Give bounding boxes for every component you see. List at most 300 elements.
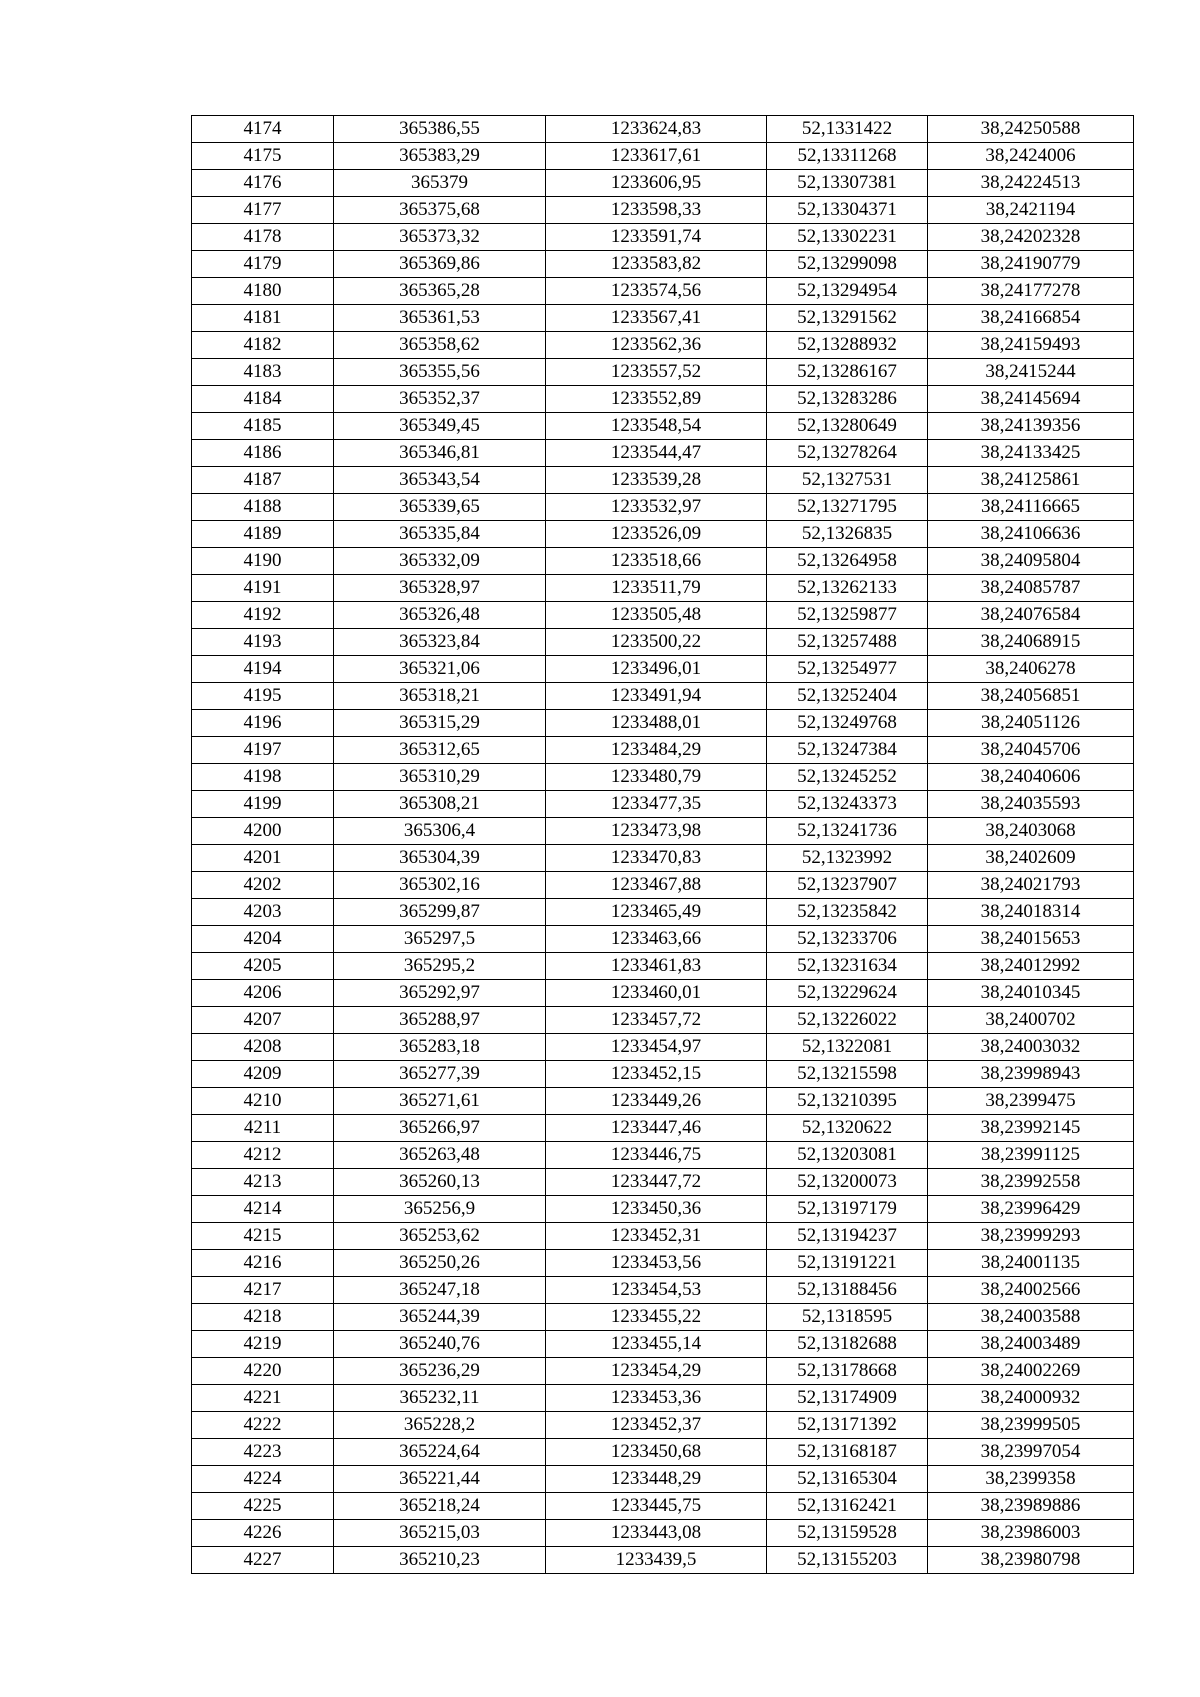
latitude-cell: 52,13247384 — [767, 737, 928, 764]
x-coordinate-cell: 365240,76 — [334, 1331, 546, 1358]
latitude-cell: 52,13262133 — [767, 575, 928, 602]
latitude-cell: 52,13171392 — [767, 1412, 928, 1439]
y-coordinate-cell: 1233443,08 — [546, 1520, 767, 1547]
longitude-cell: 38,24056851 — [928, 683, 1134, 710]
table-row — [192, 521, 1134, 548]
longitude-cell: 38,24001135 — [928, 1250, 1134, 1277]
point-number-cell: 4178 — [192, 224, 334, 251]
longitude-cell: 38,24145694 — [928, 386, 1134, 413]
y-coordinate-cell: 1233453,36 — [546, 1385, 767, 1412]
longitude-cell: 38,24021793 — [928, 872, 1134, 899]
longitude-cell: 38,2403068 — [928, 818, 1134, 845]
latitude-cell: 52,13278264 — [767, 440, 928, 467]
table-row — [192, 1439, 1134, 1466]
longitude-cell: 38,23998943 — [928, 1061, 1134, 1088]
y-coordinate-cell: 1233461,83 — [546, 953, 767, 980]
x-coordinate-cell: 365215,03 — [334, 1520, 546, 1547]
point-number-cell: 4201 — [192, 845, 334, 872]
table-row — [192, 1034, 1134, 1061]
latitude-cell: 52,13226022 — [767, 1007, 928, 1034]
table-row — [192, 656, 1134, 683]
x-coordinate-cell: 365304,39 — [334, 845, 546, 872]
y-coordinate-cell: 1233526,09 — [546, 521, 767, 548]
x-coordinate-cell: 365335,84 — [334, 521, 546, 548]
y-coordinate-cell: 1233453,56 — [546, 1250, 767, 1277]
y-coordinate-cell: 1233511,79 — [546, 575, 767, 602]
table-row — [192, 359, 1134, 386]
x-coordinate-cell: 365228,2 — [334, 1412, 546, 1439]
latitude-cell: 52,13254977 — [767, 656, 928, 683]
x-coordinate-cell: 365369,86 — [334, 251, 546, 278]
table-row — [192, 1223, 1134, 1250]
point-number-cell: 4184 — [192, 386, 334, 413]
y-coordinate-cell: 1233567,41 — [546, 305, 767, 332]
longitude-cell: 38,24010345 — [928, 980, 1134, 1007]
y-coordinate-cell: 1233450,68 — [546, 1439, 767, 1466]
point-number-cell: 4200 — [192, 818, 334, 845]
point-number-cell: 4226 — [192, 1520, 334, 1547]
point-number-cell: 4218 — [192, 1304, 334, 1331]
point-number-cell: 4175 — [192, 143, 334, 170]
latitude-cell: 52,13188456 — [767, 1277, 928, 1304]
point-number-cell: 4199 — [192, 791, 334, 818]
longitude-cell: 38,24224513 — [928, 170, 1134, 197]
y-coordinate-cell: 1233455,22 — [546, 1304, 767, 1331]
table-row — [192, 791, 1134, 818]
x-coordinate-cell: 365247,18 — [334, 1277, 546, 1304]
point-number-cell: 4197 — [192, 737, 334, 764]
table-row — [192, 332, 1134, 359]
x-coordinate-cell: 365302,16 — [334, 872, 546, 899]
y-coordinate-cell: 1233457,72 — [546, 1007, 767, 1034]
table-row — [192, 1007, 1134, 1034]
latitude-cell: 52,1320622 — [767, 1115, 928, 1142]
table-row — [192, 278, 1134, 305]
table-row — [192, 1547, 1134, 1574]
y-coordinate-cell: 1233552,89 — [546, 386, 767, 413]
longitude-cell: 38,23999505 — [928, 1412, 1134, 1439]
point-number-cell: 4211 — [192, 1115, 334, 1142]
latitude-cell: 52,13294954 — [767, 278, 928, 305]
table-row — [192, 224, 1134, 251]
longitude-cell: 38,24106636 — [928, 521, 1134, 548]
point-number-cell: 4204 — [192, 926, 334, 953]
coordinates-table — [191, 115, 1134, 1574]
point-number-cell: 4203 — [192, 899, 334, 926]
y-coordinate-cell: 1233617,61 — [546, 143, 767, 170]
latitude-cell: 52,13162421 — [767, 1493, 928, 1520]
table-row — [192, 1520, 1134, 1547]
y-coordinate-cell: 1233450,36 — [546, 1196, 767, 1223]
point-number-cell: 4205 — [192, 953, 334, 980]
point-number-cell: 4209 — [192, 1061, 334, 1088]
x-coordinate-cell: 365253,62 — [334, 1223, 546, 1250]
longitude-cell: 38,23991125 — [928, 1142, 1134, 1169]
latitude-cell: 52,13231634 — [767, 953, 928, 980]
y-coordinate-cell: 1233452,31 — [546, 1223, 767, 1250]
y-coordinate-cell: 1233544,47 — [546, 440, 767, 467]
latitude-cell: 52,13194237 — [767, 1223, 928, 1250]
x-coordinate-cell: 365250,26 — [334, 1250, 546, 1277]
latitude-cell: 52,1323992 — [767, 845, 928, 872]
latitude-cell: 52,13200073 — [767, 1169, 928, 1196]
x-coordinate-cell: 365308,21 — [334, 791, 546, 818]
latitude-cell: 52,13283286 — [767, 386, 928, 413]
point-number-cell: 4207 — [192, 1007, 334, 1034]
latitude-cell: 52,13245252 — [767, 764, 928, 791]
y-coordinate-cell: 1233454,29 — [546, 1358, 767, 1385]
table-row — [192, 1250, 1134, 1277]
point-number-cell: 4181 — [192, 305, 334, 332]
longitude-cell: 38,23996429 — [928, 1196, 1134, 1223]
longitude-cell: 38,24003489 — [928, 1331, 1134, 1358]
longitude-cell: 38,2400702 — [928, 1007, 1134, 1034]
y-coordinate-cell: 1233455,14 — [546, 1331, 767, 1358]
table-row — [192, 440, 1134, 467]
x-coordinate-cell: 365312,65 — [334, 737, 546, 764]
point-number-cell: 4208 — [192, 1034, 334, 1061]
y-coordinate-cell: 1233446,75 — [546, 1142, 767, 1169]
x-coordinate-cell: 365323,84 — [334, 629, 546, 656]
longitude-cell: 38,23989886 — [928, 1493, 1134, 1520]
y-coordinate-cell: 1233439,5 — [546, 1547, 767, 1574]
table-row — [192, 764, 1134, 791]
point-number-cell: 4212 — [192, 1142, 334, 1169]
x-coordinate-cell: 365232,11 — [334, 1385, 546, 1412]
table-row — [192, 845, 1134, 872]
x-coordinate-cell: 365292,97 — [334, 980, 546, 1007]
y-coordinate-cell: 1233480,79 — [546, 764, 767, 791]
table-row — [192, 1331, 1134, 1358]
y-coordinate-cell: 1233505,48 — [546, 602, 767, 629]
point-number-cell: 4220 — [192, 1358, 334, 1385]
longitude-cell: 38,24000932 — [928, 1385, 1134, 1412]
latitude-cell: 52,13299098 — [767, 251, 928, 278]
table-row — [192, 548, 1134, 575]
table-row — [192, 197, 1134, 224]
point-number-cell: 4195 — [192, 683, 334, 710]
table-row — [192, 386, 1134, 413]
longitude-cell: 38,24133425 — [928, 440, 1134, 467]
table-row — [192, 1169, 1134, 1196]
table-row — [192, 1115, 1134, 1142]
latitude-cell: 52,1327531 — [767, 467, 928, 494]
latitude-cell: 52,13210395 — [767, 1088, 928, 1115]
x-coordinate-cell: 365266,97 — [334, 1115, 546, 1142]
x-coordinate-cell: 365352,37 — [334, 386, 546, 413]
x-coordinate-cell: 365224,64 — [334, 1439, 546, 1466]
latitude-cell: 52,13288932 — [767, 332, 928, 359]
longitude-cell: 38,24002566 — [928, 1277, 1134, 1304]
y-coordinate-cell: 1233448,29 — [546, 1466, 767, 1493]
latitude-cell: 52,13197179 — [767, 1196, 928, 1223]
x-coordinate-cell: 365332,09 — [334, 548, 546, 575]
y-coordinate-cell: 1233562,36 — [546, 332, 767, 359]
latitude-cell: 52,13237907 — [767, 872, 928, 899]
y-coordinate-cell: 1233574,56 — [546, 278, 767, 305]
longitude-cell: 38,2424006 — [928, 143, 1134, 170]
point-number-cell: 4223 — [192, 1439, 334, 1466]
longitude-cell: 38,24085787 — [928, 575, 1134, 602]
point-number-cell: 4194 — [192, 656, 334, 683]
y-coordinate-cell: 1233454,97 — [546, 1034, 767, 1061]
point-number-cell: 4222 — [192, 1412, 334, 1439]
point-number-cell: 4210 — [192, 1088, 334, 1115]
x-coordinate-cell: 365256,9 — [334, 1196, 546, 1223]
point-number-cell: 4176 — [192, 170, 334, 197]
y-coordinate-cell: 1233452,37 — [546, 1412, 767, 1439]
point-number-cell: 4224 — [192, 1466, 334, 1493]
x-coordinate-cell: 365365,28 — [334, 278, 546, 305]
y-coordinate-cell: 1233496,01 — [546, 656, 767, 683]
table-row — [192, 1142, 1134, 1169]
latitude-cell: 52,1326835 — [767, 521, 928, 548]
x-coordinate-cell: 365283,18 — [334, 1034, 546, 1061]
longitude-cell: 38,23992145 — [928, 1115, 1134, 1142]
point-number-cell: 4179 — [192, 251, 334, 278]
y-coordinate-cell: 1233452,15 — [546, 1061, 767, 1088]
point-number-cell: 4217 — [192, 1277, 334, 1304]
point-number-cell: 4188 — [192, 494, 334, 521]
x-coordinate-cell: 365383,29 — [334, 143, 546, 170]
table-row — [192, 953, 1134, 980]
y-coordinate-cell: 1233606,95 — [546, 170, 767, 197]
point-number-cell: 4180 — [192, 278, 334, 305]
table-row — [192, 683, 1134, 710]
longitude-cell: 38,24177278 — [928, 278, 1134, 305]
y-coordinate-cell: 1233447,46 — [546, 1115, 767, 1142]
x-coordinate-cell: 365358,62 — [334, 332, 546, 359]
latitude-cell: 52,13165304 — [767, 1466, 928, 1493]
x-coordinate-cell: 365236,29 — [334, 1358, 546, 1385]
longitude-cell: 38,24012992 — [928, 953, 1134, 980]
longitude-cell: 38,24116665 — [928, 494, 1134, 521]
table-row — [192, 1061, 1134, 1088]
point-number-cell: 4198 — [192, 764, 334, 791]
x-coordinate-cell: 365299,87 — [334, 899, 546, 926]
table-row — [192, 1088, 1134, 1115]
y-coordinate-cell: 1233445,75 — [546, 1493, 767, 1520]
longitude-cell: 38,24125861 — [928, 467, 1134, 494]
longitude-cell: 38,24250588 — [928, 116, 1134, 143]
latitude-cell: 52,13203081 — [767, 1142, 928, 1169]
longitude-cell: 38,23992558 — [928, 1169, 1134, 1196]
latitude-cell: 52,13264958 — [767, 548, 928, 575]
longitude-cell: 38,23986003 — [928, 1520, 1134, 1547]
latitude-cell: 52,13304371 — [767, 197, 928, 224]
longitude-cell: 38,24018314 — [928, 899, 1134, 926]
longitude-cell: 38,24068915 — [928, 629, 1134, 656]
point-number-cell: 4183 — [192, 359, 334, 386]
table-row — [192, 710, 1134, 737]
longitude-cell: 38,2415244 — [928, 359, 1134, 386]
longitude-cell: 38,23999293 — [928, 1223, 1134, 1250]
x-coordinate-cell: 365263,48 — [334, 1142, 546, 1169]
point-number-cell: 4185 — [192, 413, 334, 440]
table-row — [192, 116, 1134, 143]
y-coordinate-cell: 1233449,26 — [546, 1088, 767, 1115]
table-row — [192, 305, 1134, 332]
table-row — [192, 170, 1134, 197]
longitude-cell: 38,2421194 — [928, 197, 1134, 224]
y-coordinate-cell: 1233557,52 — [546, 359, 767, 386]
x-coordinate-cell: 365321,06 — [334, 656, 546, 683]
x-coordinate-cell: 365271,61 — [334, 1088, 546, 1115]
x-coordinate-cell: 365315,29 — [334, 710, 546, 737]
latitude-cell: 52,13257488 — [767, 629, 928, 656]
table-row — [192, 872, 1134, 899]
y-coordinate-cell: 1233583,82 — [546, 251, 767, 278]
latitude-cell: 52,13174909 — [767, 1385, 928, 1412]
latitude-cell: 52,13229624 — [767, 980, 928, 1007]
latitude-cell: 52,13259877 — [767, 602, 928, 629]
latitude-cell: 52,13235842 — [767, 899, 928, 926]
latitude-cell: 52,13311268 — [767, 143, 928, 170]
y-coordinate-cell: 1233447,72 — [546, 1169, 767, 1196]
table-row — [192, 818, 1134, 845]
latitude-cell: 52,13286167 — [767, 359, 928, 386]
y-coordinate-cell: 1233488,01 — [546, 710, 767, 737]
x-coordinate-cell: 365277,39 — [334, 1061, 546, 1088]
x-coordinate-cell: 365386,55 — [334, 116, 546, 143]
x-coordinate-cell: 365210,23 — [334, 1547, 546, 1574]
y-coordinate-cell: 1233598,33 — [546, 197, 767, 224]
x-coordinate-cell: 365306,4 — [334, 818, 546, 845]
point-number-cell: 4196 — [192, 710, 334, 737]
x-coordinate-cell: 365244,39 — [334, 1304, 546, 1331]
x-coordinate-cell: 365346,81 — [334, 440, 546, 467]
table-row — [192, 899, 1134, 926]
table-row — [192, 1412, 1134, 1439]
x-coordinate-cell: 365379 — [334, 170, 546, 197]
table-row — [192, 251, 1134, 278]
y-coordinate-cell: 1233465,49 — [546, 899, 767, 926]
longitude-cell: 38,24045706 — [928, 737, 1134, 764]
point-number-cell: 4216 — [192, 1250, 334, 1277]
latitude-cell: 52,13249768 — [767, 710, 928, 737]
table-row — [192, 575, 1134, 602]
table-row — [192, 1358, 1134, 1385]
y-coordinate-cell: 1233467,88 — [546, 872, 767, 899]
latitude-cell: 52,1331422 — [767, 116, 928, 143]
y-coordinate-cell: 1233460,01 — [546, 980, 767, 1007]
latitude-cell: 52,1322081 — [767, 1034, 928, 1061]
table-row — [192, 629, 1134, 656]
y-coordinate-cell: 1233500,22 — [546, 629, 767, 656]
latitude-cell: 52,13241736 — [767, 818, 928, 845]
latitude-cell: 52,13155203 — [767, 1547, 928, 1574]
latitude-cell: 52,13182688 — [767, 1331, 928, 1358]
x-coordinate-cell: 365288,97 — [334, 1007, 546, 1034]
point-number-cell: 4206 — [192, 980, 334, 1007]
x-coordinate-cell: 365328,97 — [334, 575, 546, 602]
x-coordinate-cell: 365355,56 — [334, 359, 546, 386]
latitude-cell: 52,13168187 — [767, 1439, 928, 1466]
point-number-cell: 4191 — [192, 575, 334, 602]
latitude-cell: 52,13178668 — [767, 1358, 928, 1385]
table-row — [192, 926, 1134, 953]
latitude-cell: 52,13191221 — [767, 1250, 928, 1277]
latitude-cell: 52,13302231 — [767, 224, 928, 251]
longitude-cell: 38,24095804 — [928, 548, 1134, 575]
y-coordinate-cell: 1233591,74 — [546, 224, 767, 251]
longitude-cell: 38,24166854 — [928, 305, 1134, 332]
longitude-cell: 38,24190779 — [928, 251, 1134, 278]
point-number-cell: 4214 — [192, 1196, 334, 1223]
point-number-cell: 4174 — [192, 116, 334, 143]
table-row — [192, 1466, 1134, 1493]
y-coordinate-cell: 1233477,35 — [546, 791, 767, 818]
longitude-cell: 38,24003588 — [928, 1304, 1134, 1331]
latitude-cell: 52,13291562 — [767, 305, 928, 332]
y-coordinate-cell: 1233518,66 — [546, 548, 767, 575]
longitude-cell: 38,24015653 — [928, 926, 1134, 953]
latitude-cell: 52,13215598 — [767, 1061, 928, 1088]
y-coordinate-cell: 1233624,83 — [546, 116, 767, 143]
longitude-cell: 38,24159493 — [928, 332, 1134, 359]
point-number-cell: 4227 — [192, 1547, 334, 1574]
point-number-cell: 4190 — [192, 548, 334, 575]
table-row — [192, 602, 1134, 629]
longitude-cell: 38,24003032 — [928, 1034, 1134, 1061]
table-row — [192, 1385, 1134, 1412]
latitude-cell: 52,13271795 — [767, 494, 928, 521]
longitude-cell: 38,2406278 — [928, 656, 1134, 683]
table-row — [192, 1304, 1134, 1331]
x-coordinate-cell: 365349,45 — [334, 413, 546, 440]
longitude-cell: 38,2399358 — [928, 1466, 1134, 1493]
point-number-cell: 4215 — [192, 1223, 334, 1250]
longitude-cell: 38,24202328 — [928, 224, 1134, 251]
latitude-cell: 52,13307381 — [767, 170, 928, 197]
latitude-cell: 52,13243373 — [767, 791, 928, 818]
table-row — [192, 467, 1134, 494]
table-row — [192, 1493, 1134, 1520]
y-coordinate-cell: 1233539,28 — [546, 467, 767, 494]
point-number-cell: 4177 — [192, 197, 334, 224]
x-coordinate-cell: 365310,29 — [334, 764, 546, 791]
x-coordinate-cell: 365221,44 — [334, 1466, 546, 1493]
longitude-cell: 38,24035593 — [928, 791, 1134, 818]
coordinates-table-body — [192, 116, 1134, 1574]
x-coordinate-cell: 365297,5 — [334, 926, 546, 953]
y-coordinate-cell: 1233454,53 — [546, 1277, 767, 1304]
point-number-cell: 4192 — [192, 602, 334, 629]
longitude-cell: 38,24040606 — [928, 764, 1134, 791]
table-row — [192, 494, 1134, 521]
latitude-cell: 52,13159528 — [767, 1520, 928, 1547]
latitude-cell: 52,13252404 — [767, 683, 928, 710]
table-row — [192, 143, 1134, 170]
table-row — [192, 980, 1134, 1007]
longitude-cell: 38,24076584 — [928, 602, 1134, 629]
longitude-cell: 38,23980798 — [928, 1547, 1134, 1574]
longitude-cell: 38,2402609 — [928, 845, 1134, 872]
longitude-cell: 38,24139356 — [928, 413, 1134, 440]
point-number-cell: 4189 — [192, 521, 334, 548]
y-coordinate-cell: 1233463,66 — [546, 926, 767, 953]
latitude-cell: 52,13280649 — [767, 413, 928, 440]
x-coordinate-cell: 365295,2 — [334, 953, 546, 980]
point-number-cell: 4221 — [192, 1385, 334, 1412]
x-coordinate-cell: 365375,68 — [334, 197, 546, 224]
point-number-cell: 4193 — [192, 629, 334, 656]
longitude-cell: 38,23997054 — [928, 1439, 1134, 1466]
point-number-cell: 4182 — [192, 332, 334, 359]
table-row — [192, 1196, 1134, 1223]
point-number-cell: 4219 — [192, 1331, 334, 1358]
y-coordinate-cell: 1233470,83 — [546, 845, 767, 872]
